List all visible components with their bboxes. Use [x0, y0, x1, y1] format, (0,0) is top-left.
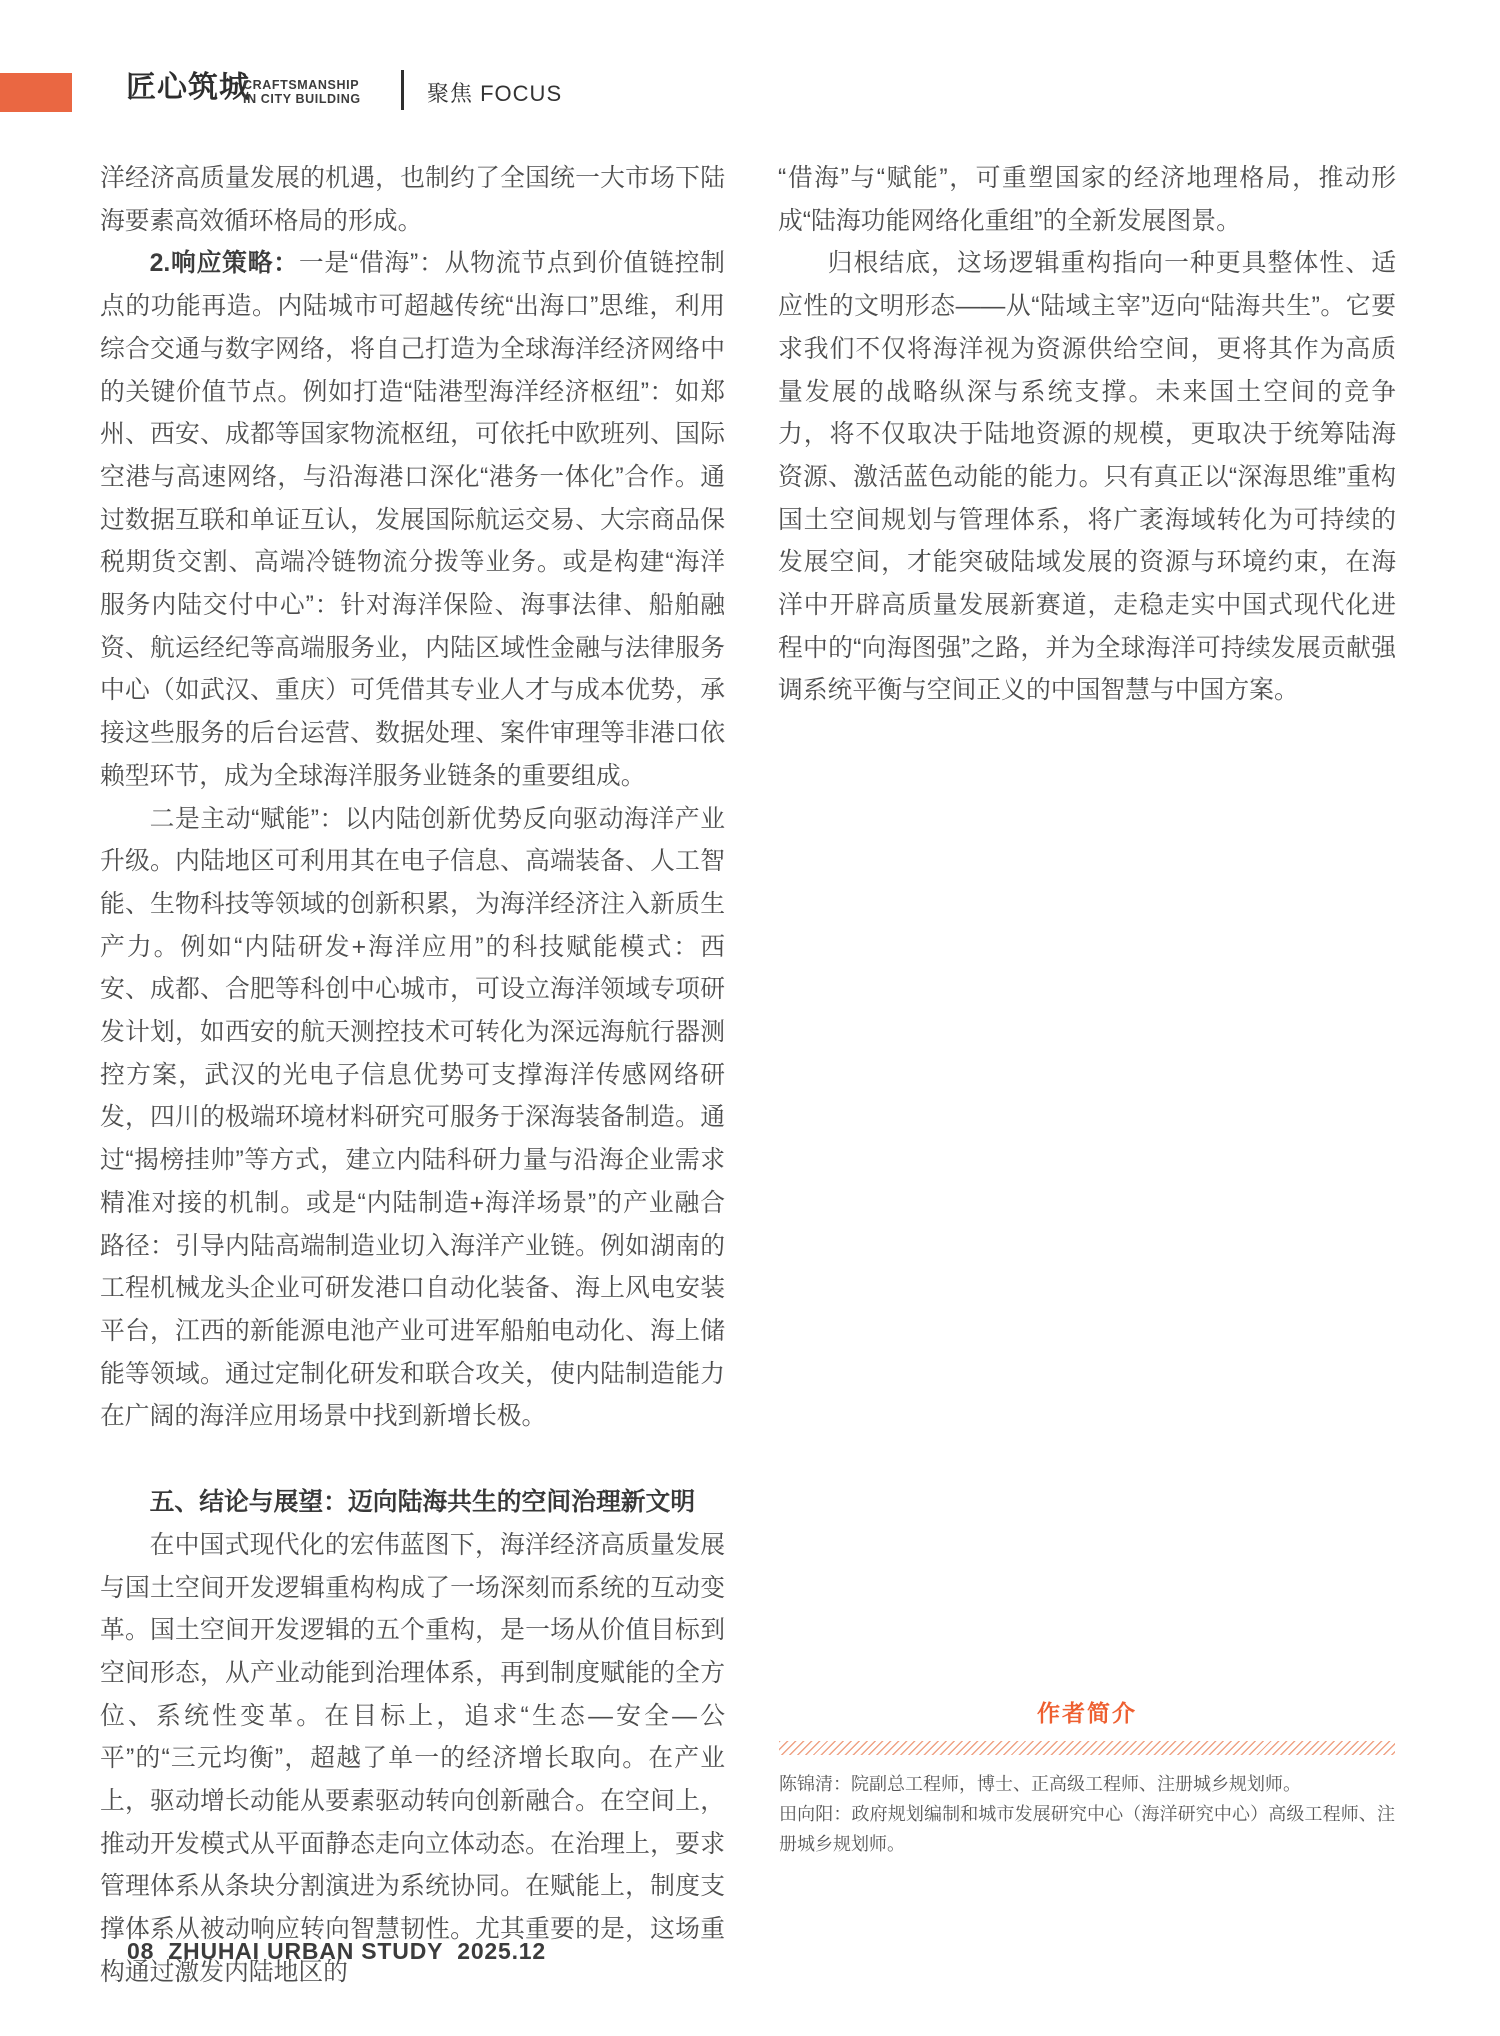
right-column — [778, 158, 1396, 713]
paragraph-conclusion: 在中国式现代化的宏伟蓝图下，海洋经济高质量发展与国土空间开发逻辑重构构成了一场深刻而系统的互动变革。国土空间开发逻辑的五个重构，是一场从价值目标到空间形态，从产业动能到治理体系，再到制度赋能的全方位、系统性变革。在目标上，追求“生态—安全—公平”的“三元均衡”，超越了单一的经济增长取向。在产业上，驱动增长动能从要素驱动转向创新融合。在空间上，推动开发模式从平面静态走向立体动态。在治理上，要求管理体系从条块分割演进为系统协同。在赋能上，制度支撑体系从被动响应转向智慧韧性。尤其重要的是，这场重构通过激发内陆地区的 — [100, 1531, 725, 1986]
section-heading-conclusion: 五、结论与展望：迈向陆海共生的空间治理新文明 — [149, 1489, 696, 1517]
paragraph-continuation: 洋经济高质量发展的机遇，也制约了全国统一大市场下陆海要素高效循环格局的形成。 — [100, 165, 725, 235]
paragraph-response-strategy — [100, 243, 725, 798]
page-footer — [127, 1938, 546, 1965]
author-entry: 田向阳：政府规划编制和城市发展研究中心（海洋研究中心）高级工程师、注册城乡规划师。 — [779, 1804, 1395, 1854]
paragraph-empowerment: 二是主动“赋能”：以内陆创新优势反向驱动海洋产业升级。内陆地区可利用其在电子信息、高端装备、人工智能、生物科技等领域的创新积累，为海洋经济注入新质生产力。例如“内陆研发+海洋应用”的科技赋能模式：西安、成都、合肥等科创中心城市，可设立海洋领域专项研发计划，如西安的航天测控技术可转化为深远海航行器测控方案，武汉的光电子信息优势可支撑海洋传感网络研发，四川的极端环境材料研究可服务于深海装备制造。通过“揭榜挂帅”等方式，建立内陆科研力量与沿海企业需求精准对接的机制。或是“内陆制造+海洋场景”的产业融合路径：引导内陆高端制造业切入海洋产业链。例如湖南的工程机械龙头企业可研发港口自动化装备、海上风电安装平台，江西的新能源电池产业可进军船舶电动化、海上储能等领域。通过定制化研发和联合攻关，使内陆制造能力在广阔的海洋应用场景中找到新增长极。 — [100, 805, 725, 1431]
paragraph-lead-bold: 2.响应策略： — [149, 250, 299, 278]
accent-bar — [0, 73, 72, 112]
author-section — [779, 1698, 1395, 1859]
hatch-divider — [779, 1741, 1395, 1755]
paragraph-final: 归根结底，这场逻辑重构指向一种更具整体性、适应性的文明形态——从“陆域主宰”迈向“陆海共生”。它要求我们不仅将海洋视为资源供给空间，更将其作为高质量发展的战略纵深与系统支撑。未来国土空间的竞争力，将不仅取决于陆地资源的规模，更取决于统筹陆海资源、激活蓝色动能的能力。只有真正以“深海思维”重构国土空间规划与管理体系，将广袤海域转化为可持续的发展空间，才能突破陆域发展的资源与环境约束，在海洋中开辟高质量发展新赛道，走稳走实中国式现代化进程中的“向海图强”之路，并为全球海洋可持续发展贡献强调系统平衡与空间正义的中国智慧与中国方案。 — [778, 250, 1396, 705]
author-entry: 陈锦清：院副总工程师，博士、正高级工程师、注册城乡规划师。 — [779, 1774, 1301, 1794]
author-section-title: 作者简介 — [1037, 1700, 1137, 1726]
section-label: 聚焦 FOCUS — [427, 81, 563, 106]
brand-title-cn: 匠心筑城 — [126, 71, 250, 104]
left-column — [100, 158, 725, 1995]
author-entries — [779, 1769, 1395, 1859]
paragraph-text: 一是“借海”：从物流节点到价值链控制点的功能再造。内陆城市可超越传统“出海口”思维，利用综合交通与数字网络，将自己打造为全球海洋经济网络中的关键价值节点。例如打造“陆港型海洋经济枢纽”：如郑州、西安、成都等国家物流枢纽，可依托中欧班列、国际空港与高速网络，与沿海港口深化“港务一体化”合作。通过数据互联和单证互认，发展国际航运交易、大宗商品保税期货交割、高端冷链物流分拨等业务。或是构建“海洋服务内陆交付中心”：针对海洋保险、海事法律、船舶融资、航运经纪等高端服务业，内陆区域性金融与法律服务中心（如武汉、重庆）可凭借其专业人才与成本优势，承接这些服务的后台运营、数据处理、案件审理等非港口依赖型环节，成为全球海洋服务业链条的重要组成。 — [100, 250, 725, 790]
page-number: 08 — [127, 1938, 155, 1964]
brand-title-en — [243, 79, 361, 106]
brand-en-line1: CRAFTSMANSHIP — [243, 78, 360, 92]
paragraph-continuation-right: “借海”与“赋能”，可重塑国家的经济地理格局，推动形成“陆海功能网络化重组”的全新发展图景。 — [778, 165, 1396, 235]
header-divider — [401, 70, 404, 110]
brand-en-line2: IN CITY BUILDING — [243, 91, 361, 106]
journal-title: ZHUHAI URBAN STUDY — [168, 1938, 444, 1964]
issue-number: 2025.12 — [457, 1938, 546, 1964]
